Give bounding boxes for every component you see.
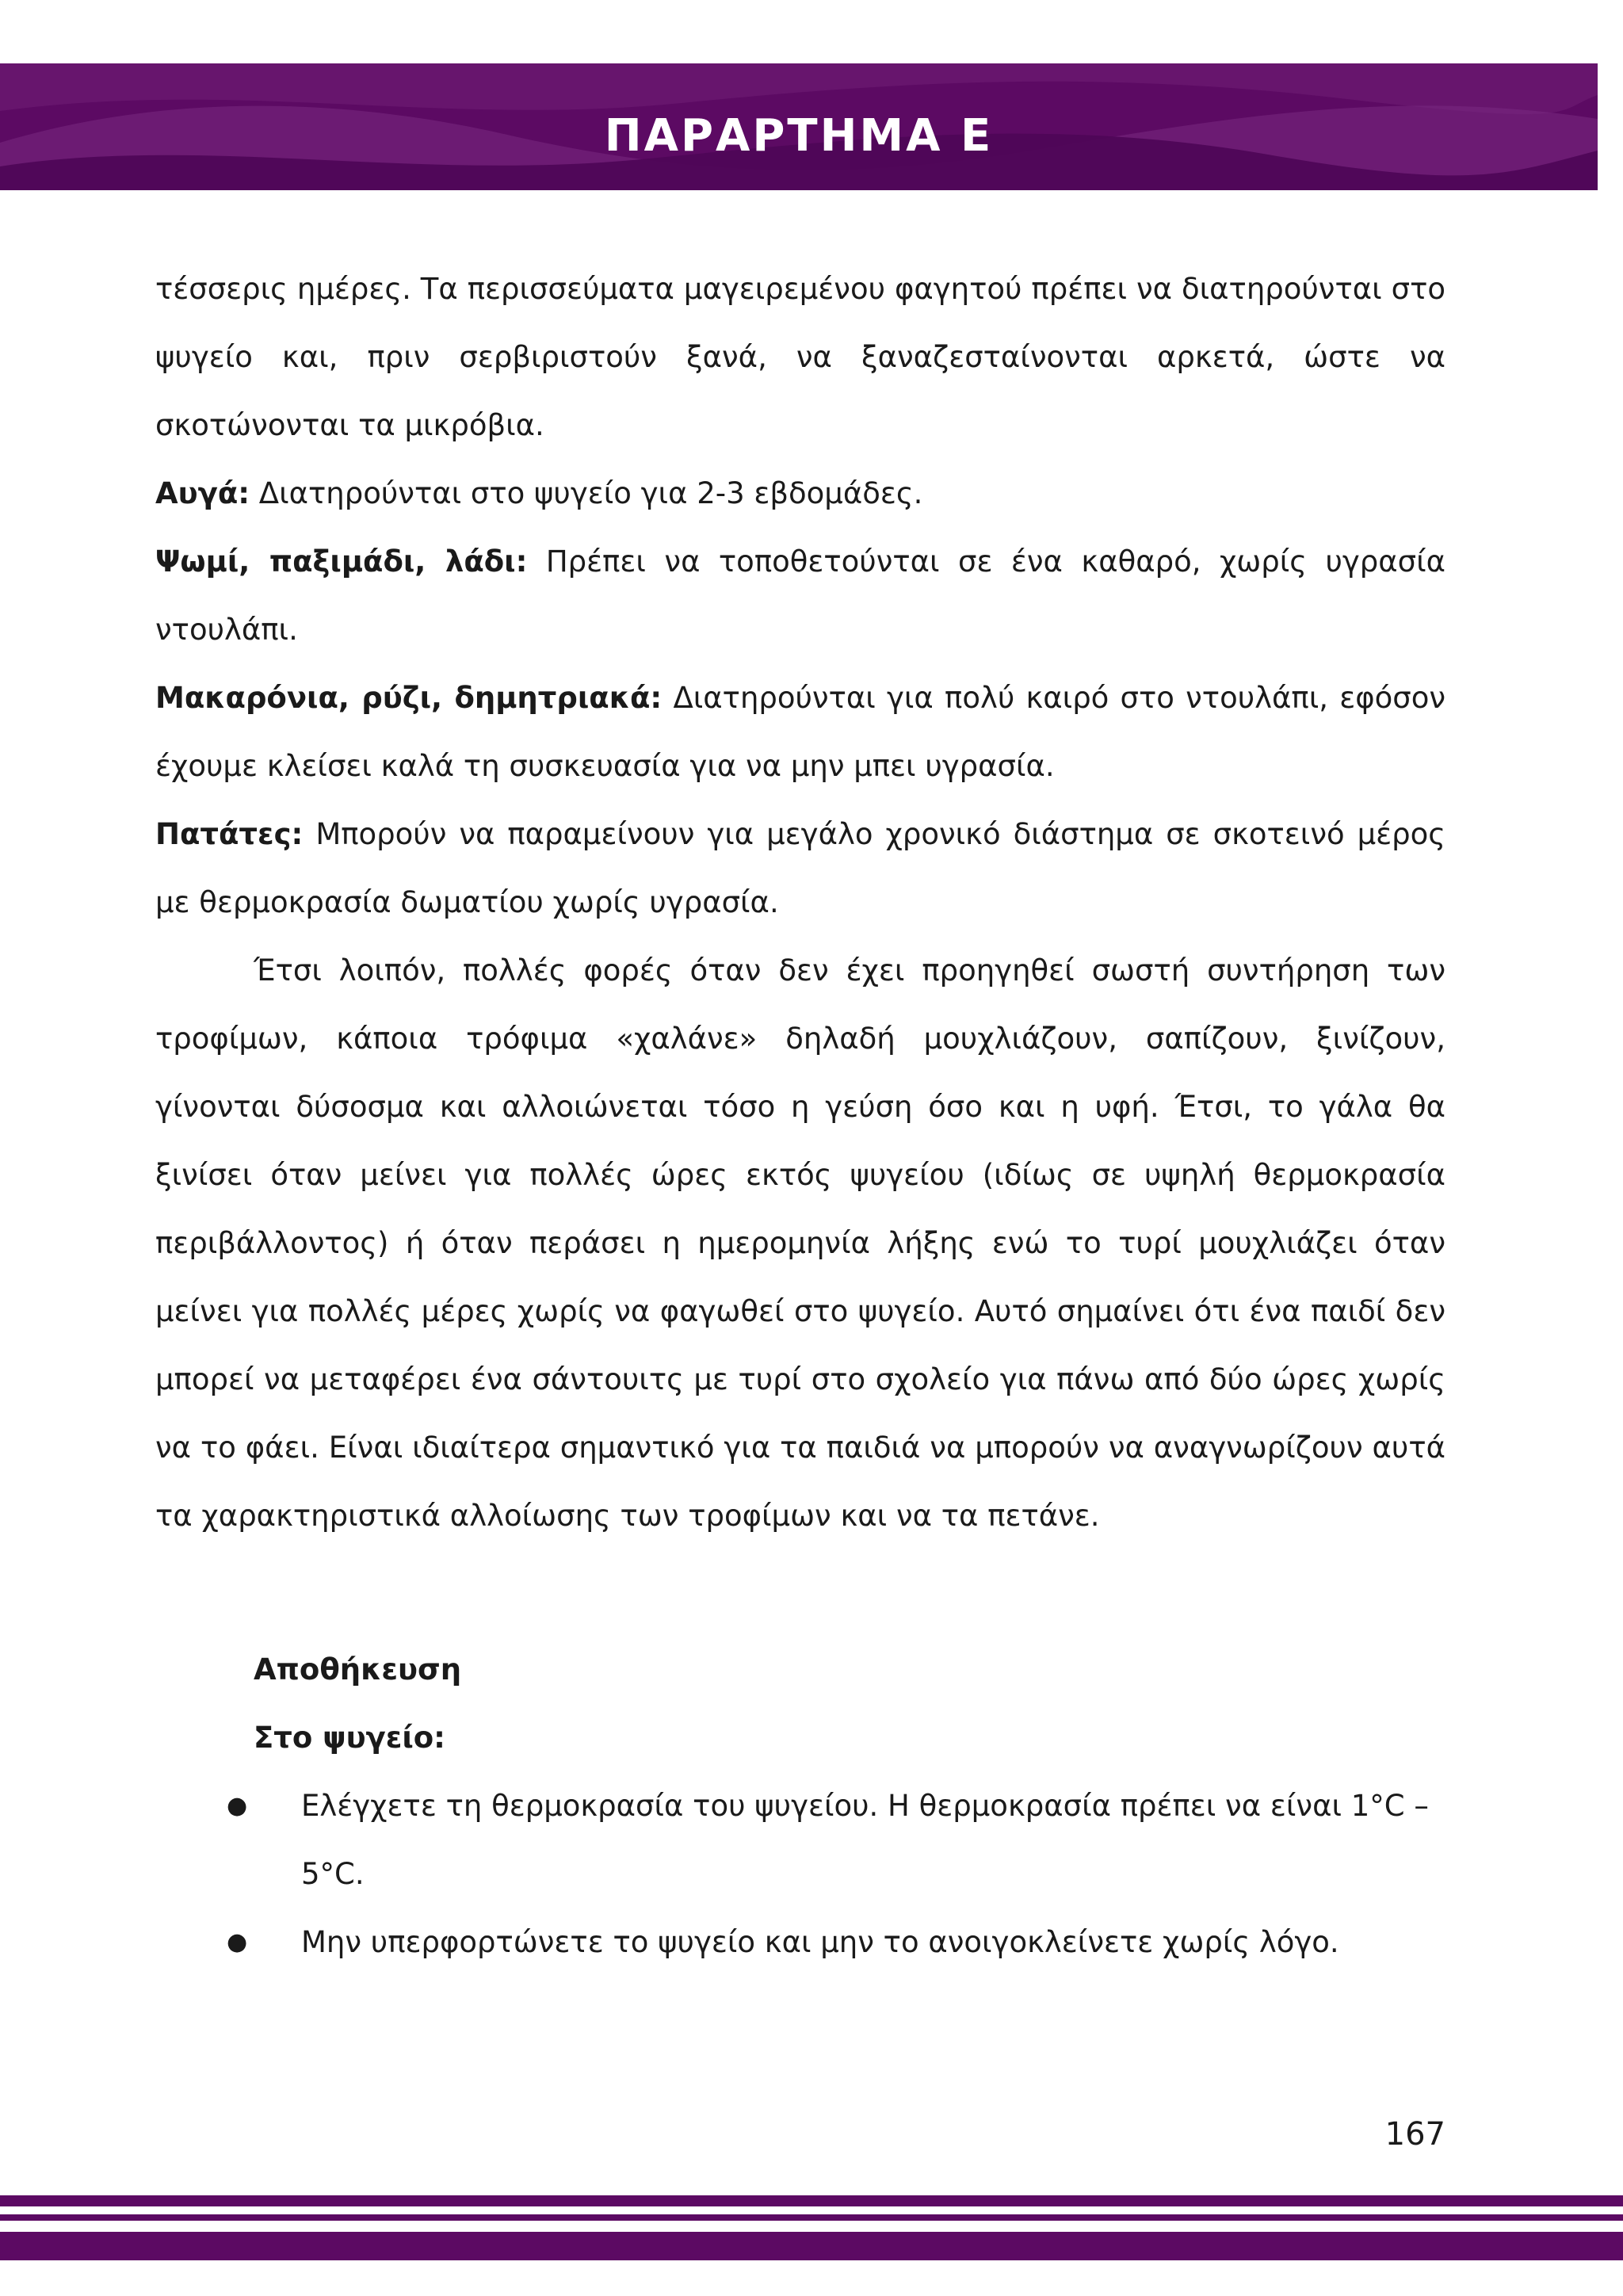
bullet-icon: ● — [227, 1928, 248, 1956]
document-body — [155, 255, 1445, 1977]
list-item — [155, 1772, 1445, 1908]
fridge-subheading: Στο ψυγείο: — [254, 1721, 445, 1755]
bullet-text: Ελέγχετε τη θερμοκρασία του ψυγείου. Η θερμοκρασία πρέπει να είναι 1°C – 5°C. — [301, 1789, 1429, 1891]
paragraph-leftovers: τέσσερις ημέρες. Τα περισσεύματα μαγειρεμένου φαγητού πρέπει να διατηρούνται στο ψυγείο και, πριν σερβιριστούν ξανά, να ξαναζεσταίνονται αρκετά, ώστε να σκοτώνονται τα μικρόβια. — [155, 272, 1445, 442]
bread-label: Ψωμί, παξιμάδι, λάδι: — [155, 544, 528, 579]
paragraph-spoilage: Έτσι λοιπόν, πολλές φορές όταν δεν έχει προηγηθεί σωστή συντήρηση των τροφίμων, κάποια τρόφιμα «χαλάνε» δηλαδή μουχλιάζουν, σαπίζουν, ξινίζουν, γίνονται δύσοσμα και αλλοιώνεται τόσο η γεύση όσο και η υφή. Έτσι, το γάλα θα ξινίσει όταν μείνει για πολλές ώρες εκτός ψυγείου (ιδίως σε υψηλή θερμοκρασία περιβάλλοντος) ή όταν περάσει η ημερομηνία λήξης ενώ το τυρί μουχλιάζει όταν μείνει για πολλές μέρες χωρίς να φαγωθεί στο ψυγείο. Αυτό σημαίνει ότι ένα παιδί δεν μπορεί να μεταφέρει ένα σάντουιτς με τυρί στο σχολείο για πάνω από δύο ώρες χωρίς να το φάει. Είναι ιδιαίτερα σημαντικό για τα παιδιά να μπορούν να αναγνωρίζουν αυτά τα χαρακτηριστικά αλλοίωσης των τροφίμων και να τα πετάνε. — [155, 953, 1445, 1533]
bullet-icon: ● — [227, 1792, 248, 1820]
list-item — [155, 1908, 1445, 1977]
potatoes-text: Μπορούν να παραμείνουν για μεγάλο χρονικό διάστημα σε σκοτεινό μέρος με θερμοκρασία δωματίου χωρίς υγρασία. — [155, 817, 1445, 919]
bread-text: Πρέπει να τοποθετούνται σε ένα καθαρό, χωρίς υγρασία ντουλάπι. — [155, 544, 1446, 647]
page-title: ΠΑΡΑΡΤΗΜΑ Ε — [604, 110, 994, 162]
bullet-text: Μην υπερφορτώνετε το ψυγείο και μην το ανοιγοκλείνετε χωρίς λόγο. — [301, 1925, 1339, 1959]
footer-bar-thick — [0, 2232, 1623, 2260]
paragraph-pasta — [155, 664, 1445, 800]
eggs-label: Αυγά: — [155, 476, 250, 510]
page-number: 167 — [1384, 2116, 1445, 2153]
potatoes-label: Πατάτες: — [155, 817, 304, 851]
pasta-text: Διατηρούνται για πολύ καιρό στο ντουλάπι, εφόσον έχουμε κλείσει καλά τη συσκευασία για να μην μπει υγρασία. — [155, 681, 1445, 783]
paragraph-potatoes — [155, 800, 1445, 937]
page-header-banner — [0, 63, 1598, 190]
paragraph-eggs — [155, 460, 1445, 528]
pasta-label: Μακαρόνια, ρύζι, δημητριακά: — [155, 681, 663, 715]
fridge-bullet-list — [155, 1772, 1445, 1977]
storage-heading: Αποθήκευση — [254, 1652, 462, 1687]
eggs-text: Διατηρούνται στο ψυγείο για 2-3 εβδομάδες. — [250, 476, 923, 510]
footer-bar-thin — [0, 2214, 1623, 2221]
paragraph-bread — [155, 528, 1445, 664]
footer-bar-thin — [0, 2195, 1623, 2206]
